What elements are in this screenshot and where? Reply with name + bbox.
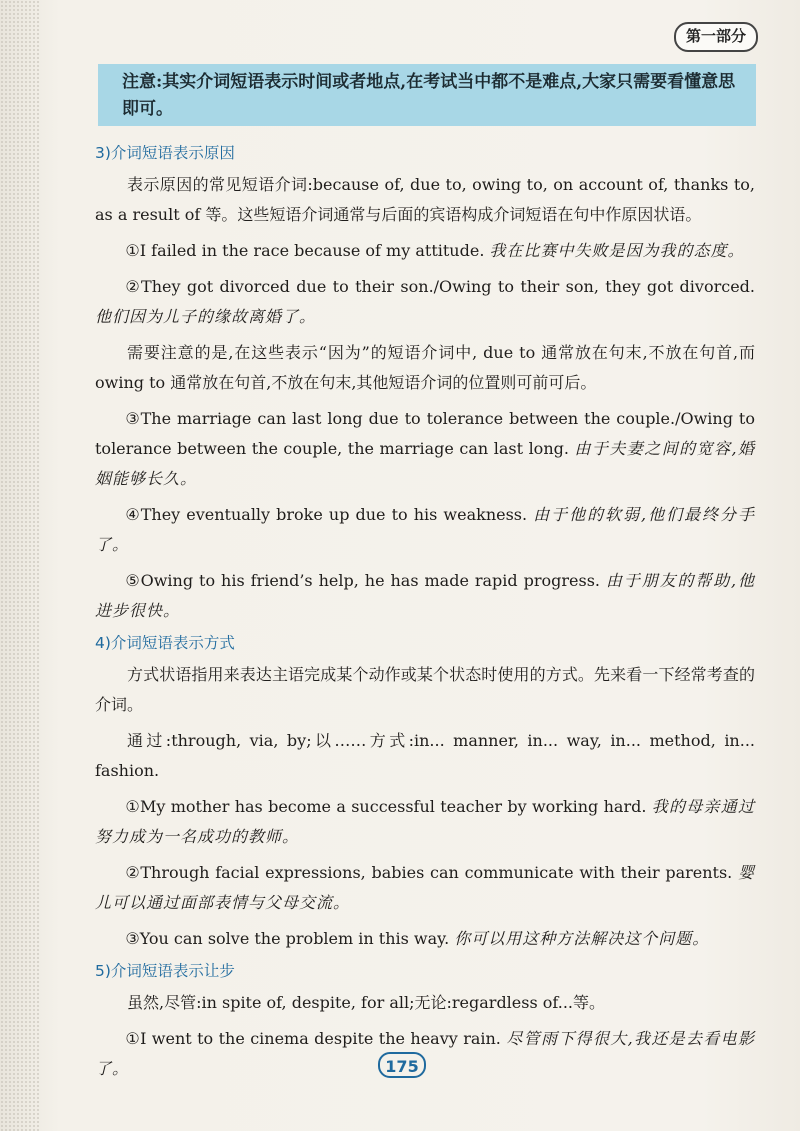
- section-5-list: 虽然,尽管:in spite of, despite, for all;无论:regardless of...等。: [127, 993, 606, 1012]
- example-chinese: 婴儿可以通过面部表情与父母交流。: [95, 863, 755, 912]
- section-4-intro: 方式状语指用来表达主语完成某个动作或某个状态时使用的方式。先来看一下经常考查的介词。: [95, 665, 755, 714]
- section-3-example-3: [95, 404, 755, 494]
- example-chinese: 由于他的软弱,他们最终分手了。: [95, 505, 756, 554]
- section-3-example-1: [95, 236, 755, 266]
- example-chinese: 我在比赛中失败是因为我的态度。: [489, 241, 745, 260]
- page-binding-edge: [0, 0, 40, 1131]
- example-chinese: 由于朋友的帮助,他进步很快。: [95, 571, 756, 620]
- example-english: ①I went to the cinema despite the heavy rain.: [125, 1029, 501, 1048]
- section-tab: 第一部分: [674, 22, 758, 52]
- example-chinese: 你可以用这种方法解决这个问题。: [454, 929, 710, 948]
- section-3-heading: 3)介词短语表示原因: [95, 144, 235, 162]
- example-english: ③The marriage can last long due to tolerance between the couple./Owing to tolerance between the couple, the marriage can last long.: [95, 409, 755, 458]
- example-english: ①My mother has become a successful teacher by working hard.: [125, 797, 647, 816]
- section-4-example-1: [95, 792, 755, 852]
- note-box: 注意:其实介词短语表示时间或者地点,在考试当中都不是难点,大家只需要看懂意思即可。: [98, 64, 756, 126]
- example-chinese: 由于夫妻之间的宽容,婚姻能够长久。: [95, 439, 755, 488]
- example-chinese: 尽管雨下得很大,我还是去看电影了。: [95, 1029, 755, 1078]
- section-4-heading: 4)介词短语表示方式: [95, 634, 235, 652]
- page-number: 175: [378, 1052, 426, 1078]
- section-4-example-2: [95, 858, 755, 918]
- section-3-example-2: [95, 272, 755, 332]
- section-3-example-5: [95, 566, 755, 626]
- example-english: ③You can solve the problem in this way.: [125, 929, 450, 948]
- section-5-heading: 5)介词短语表示让步: [95, 962, 235, 980]
- section-3-intro: 表示原因的常见短语介词:because of, due to, owing to, on account of, thanks to, as a result of 等。这些短语介词通常与后面的宾语构成介词短语在句中作原因状语。: [95, 175, 755, 224]
- section-4-list: 通过:through, via, by;以……方式:in... manner, in... way, in... method, in... fashion.: [95, 731, 755, 780]
- example-chinese: 我的母亲通过努力成为一名成功的教师。: [95, 797, 755, 846]
- section-3-note: 需要注意的是,在这些表示“因为”的短语介词中, due to 通常放在句末,不放在句首,而 owing to 通常放在句首,不放在句末,其他短语介词的位置则可前可后。: [95, 343, 755, 392]
- main-content: [95, 140, 755, 1084]
- section-5-example-1: [95, 1024, 755, 1084]
- section-3-example-4: [95, 500, 755, 560]
- section-4-example-3: [95, 924, 755, 954]
- example-english: ②They got divorced due to their son./Owing to their son, they got divorced.: [125, 277, 755, 296]
- example-english: ⑤Owing to his friend’s help, he has made rapid progress.: [125, 571, 601, 590]
- example-english: ①I failed in the race because of my attitude.: [125, 241, 485, 260]
- example-english: ②Through facial expressions, babies can communicate with their parents.: [125, 863, 733, 882]
- example-chinese: 他们因为儿子的缘故离婚了。: [95, 307, 317, 326]
- example-english: ④They eventually broke up due to his weakness.: [125, 505, 528, 524]
